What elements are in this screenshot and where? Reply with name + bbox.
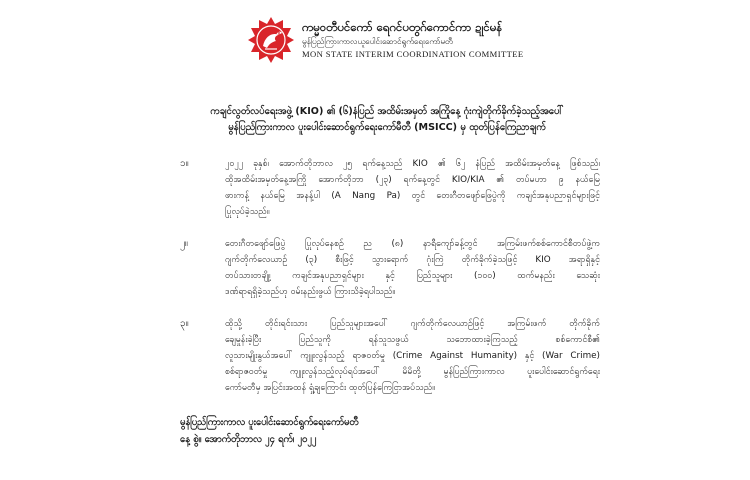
red-hamsa-emblem-icon — [247, 16, 295, 64]
paragraph-line: ပြုလုပ်ခဲ့သည်။ — [225, 207, 270, 217]
paragraph-body — [225, 156, 600, 220]
paragraph-line: ဒဏ်ရာရရှိခဲ့သည်ဟု ဝမ်းနည်းဖွယ် ကြားသိခဲ့ရပါသည်။ — [225, 287, 396, 297]
title-line-1: ကချင်လွတ်လပ်ရေးအဖွဲ့ (KIO) ၏ (၆)နံပြည် အထိမ်းအမှတ် အကြိုနေ့ ဂုံးကျဲတိုက်ခိုက်ခဲ့သည့်အပေါ် — [210, 106, 564, 117]
paragraph-line: ၂၀၂၂ ခုနှစ်၊ အောက်တိုဘာလ ၂၅ ရက်နေ့သည် KIO ၏ ၆၂ နံပြည် အထိမ်းအမှတ်နေ့ ဖြစ်သည်၊ — [225, 159, 600, 169]
paragraph-line: လူသားမျိုးနွယ်အပေါ် ကျူးလွန်သည့် ရာဇဝတ်မှု (Crime Against Humanity) နှင့် (War Crime) — [225, 351, 600, 361]
org-name-mon: ကမ္မဝတီပင်ကော် ရေဂင်ပတွဂ်ကောင်ကာ ဍုင်မန် — [302, 20, 503, 34]
paragraph-number: ၃။ — [180, 318, 189, 329]
paragraph-line: စစ်ရာဇဝတ်မှု ကျူးလွန်သည့်လုပ်ရပ်အပေါ် မိမိတို့ မွန်ပြည်ကြားကာလ ပူးပေါင်းဆောင်ရွက်ရေး — [225, 367, 600, 377]
title-line-2: မွန်ပြည်ကြားကာလ ပူးပေါင်းဆောင်ရွက်ရေးကော်မီတီ (MSICC) မှ ထုတ်ပြန်ကြေညာချက် — [228, 122, 546, 133]
paragraph-number: ၁။ — [180, 158, 189, 169]
paragraph-number: ၂။ — [180, 238, 188, 249]
paragraph-body — [225, 236, 600, 300]
signature-org: မွန်ပြည်ကြားကာလ ပူးပေါင်းဆောင်ရွက်ရေးကော်မတီ — [180, 417, 359, 428]
org-name-english: MON STATE INTERIM COORDINATION COMMITTEE — [302, 49, 524, 59]
paragraph-line: ချေမှုန်းခဲ့ပြီး ပြည်သူကို ရန်သူသဖွယ် သဘောထားခဲ့ကြသည့် စစ်ကောင်စီ၏ — [225, 335, 600, 345]
signature-date: နေ့ စွဲ။ အောက်တိုဘာလ ၂၄ ရက်၊ ၂၀၂၂ — [180, 434, 317, 445]
paragraph-line: ဖားကန့် နယ်မြေ အနန့်ပါ (A Nang Pa) တွင် တေးဂီတဖျော်ဖြေပွဲကို ကချင်အနုပညာရှင်များဖြင့် — [225, 191, 600, 201]
paragraph-line: ဂျက်တိုက်လေယာဉ် (၃) စီးဖြင့် သွားရောက် ဂုံးကြဲ တိုက်ခိုက်ခဲ့သဖြင့် KIO အရာရှိနှင့် — [225, 255, 600, 265]
paragraph-line: ထိုအထိမ်းအမှတ်နေ့အကြို အောက်တိုဘာ (၂၃) ရက်နေ့တွင် KIO/KIA ၏ တပ်မဟာ ၉ နယ်မြေ — [225, 175, 600, 185]
statement-title — [152, 104, 622, 136]
org-name-block — [302, 20, 542, 60]
paragraph-line: တပ်သားတချို့၊ ကချင်အနုပညာရှင်များ နှင့် ပြည်သူများ (၁၀၀) ထက်မနည်း သေဆုံး — [225, 271, 600, 281]
paragraph-line: တေးဂီတဖျော်ဖြေပွဲ ပြုလုပ်နေစဉ် ည (၈) နာရီကျော်ခန့်တွင် အကြမ်းဖက်စစ်ကောင်စီတပ်ဖွဲ့က — [225, 239, 600, 249]
org-name-burmese: မွန်ပြည်ကြားကာလယူပေါင်းဆောင်ရွက်ရေးကော်မတီ — [302, 37, 453, 46]
paragraph-body — [225, 316, 600, 396]
paragraph-line: ထိုသို့ တိုင်းရင်းသား ပြည်သူများအပေါ် ဂျက်တိုက်လေယာဉ်ဖြင့် အကြမ်းဖက် တိုက်ခိုက် — [225, 319, 600, 329]
paragraph-line: ကော်မတီမှ အပြင်းအထန် ရှုံ့ချကြောင်း ထုတ်ပြန်ကြေငြာအပ်သည်။ — [225, 383, 435, 393]
signature-block — [180, 414, 600, 448]
